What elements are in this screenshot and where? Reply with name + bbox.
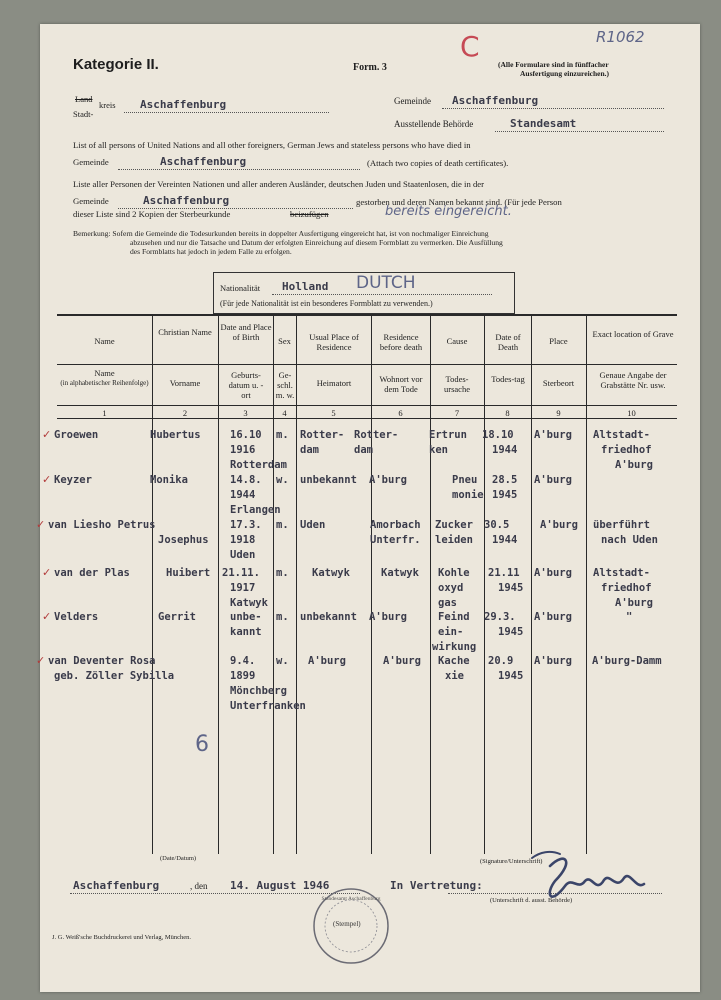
cell-birth-date: 14.8. bbox=[230, 474, 262, 486]
cell-grave-3: A'burg bbox=[615, 597, 653, 609]
cell-death-date: 28.5 bbox=[492, 474, 518, 486]
cell-sex: w. bbox=[276, 655, 289, 667]
cell-birth-date: 16.10 bbox=[230, 429, 262, 441]
col-header-date: Date of Death bbox=[495, 332, 521, 352]
cell-place: A'burg bbox=[534, 567, 572, 579]
table-numbers-rule bbox=[57, 418, 677, 419]
col-num-1: 1 bbox=[102, 408, 107, 418]
col-divider-7 bbox=[484, 314, 485, 854]
cell-wohnort-2: Unterfr. bbox=[370, 534, 421, 546]
cell-cause: Kohle bbox=[438, 567, 470, 579]
behoerde-dots bbox=[495, 131, 664, 132]
bemerkung-line-3: des Formblatts hat jedoch in jedem Falle zu erfolgen. bbox=[130, 247, 292, 256]
english-dots bbox=[118, 169, 360, 170]
cell-wohnort: Katwyk bbox=[381, 567, 419, 579]
col-divider-8 bbox=[531, 314, 532, 854]
bemerkung-line-1: Bemerkung: Sofern die Gemeinde die Todesurkunden bereits in doppelter Ausfertigung eingereicht hat, ist von nochmaliger Einreichung bbox=[73, 229, 489, 238]
signature-mark bbox=[520, 846, 660, 916]
kreis-dots bbox=[124, 112, 329, 113]
col-de-name-sub: (in alphabetischer Reihenfolge) bbox=[60, 379, 149, 387]
cell-death-year: 1945 bbox=[492, 489, 518, 501]
col-divider-4 bbox=[296, 314, 297, 854]
cell-grave-2: friedhof bbox=[601, 582, 652, 594]
col-header-name: Name bbox=[94, 336, 115, 346]
col-num-3: 3 bbox=[243, 408, 248, 418]
attach-note: (Attach two copies of death certificates). bbox=[367, 158, 509, 168]
cell-death-date: 18.10 bbox=[482, 429, 514, 441]
cell-grave: Altstadt- bbox=[593, 429, 650, 441]
col-num-2: 2 bbox=[182, 408, 188, 418]
check-mark-icon: ✓ bbox=[42, 473, 52, 486]
german-line-3: dieser Liste sind 2 Kopien der Sterbeurkunde bbox=[73, 209, 231, 219]
footer-place: Aschaffenburg bbox=[73, 879, 160, 892]
copies-note-1: (Alle Formulare sind in fünffacher bbox=[498, 60, 609, 69]
cell-sex: m. bbox=[276, 567, 289, 579]
cell-birth-place: Katwyk bbox=[230, 597, 268, 609]
cell-wohnort: A'burg bbox=[369, 611, 407, 623]
cell-birth-year: 1918 bbox=[230, 534, 256, 546]
cell-grave: Altstadt- bbox=[593, 567, 650, 579]
kreis-label: kreis bbox=[99, 100, 116, 110]
col-num-8: 8 bbox=[505, 408, 510, 418]
check-mark-icon: ✓ bbox=[42, 610, 52, 623]
cell-cause-2: oxyd bbox=[438, 582, 464, 594]
col-divider-9 bbox=[586, 314, 587, 854]
english-gemeinde-label: Gemeinde bbox=[73, 157, 109, 167]
cell-place: A'burg bbox=[540, 519, 578, 531]
cell-birth-2: kannt bbox=[230, 626, 262, 638]
english-line-1: List of all persons of United Nations and all other foreigners, German Jews and stateless persons who have died in bbox=[73, 140, 471, 150]
cell-death-date: 20.9 bbox=[488, 655, 514, 667]
col-de-todestag: Todes-tag bbox=[491, 374, 525, 384]
col-num-10: 10 bbox=[627, 408, 636, 418]
german-gemeinde-label: Gemeinde bbox=[73, 196, 109, 206]
unterschrift-caption: (Unterschrift d. ausst. Behörde) bbox=[490, 897, 573, 904]
col-divider-1 bbox=[152, 314, 153, 854]
table-subheader-rule bbox=[57, 405, 677, 406]
cell-birth-date: 21.11. bbox=[222, 567, 260, 579]
col-de-grabstaette: Genaue Angabe der Grabstätte Nr. usw. bbox=[599, 370, 667, 390]
cell-name: van Liesho Petrus bbox=[48, 519, 156, 531]
archive-number: R1062 bbox=[596, 28, 645, 46]
cell-death-year: 1944 bbox=[492, 444, 518, 456]
cell-vorname: Josephus bbox=[158, 534, 209, 546]
footer-date: 14. August 1946 bbox=[230, 879, 330, 892]
col-num-9: 9 bbox=[556, 408, 561, 418]
cell-death-date: 30.5 bbox=[484, 519, 510, 531]
nationality-typed: Holland bbox=[282, 280, 329, 293]
cell-cause-3: gas bbox=[438, 597, 457, 609]
stamp-caption: (Stempel) bbox=[333, 920, 361, 928]
col-header-cause: Cause bbox=[446, 336, 468, 346]
cell-birth-place: Erlangen bbox=[230, 504, 281, 516]
check-mark-icon: ✓ bbox=[42, 566, 52, 579]
col-de-vorname: Vorname bbox=[169, 378, 201, 388]
copies-note-2: Ausfertigung einzureichen.) bbox=[520, 69, 610, 78]
cell-birth-region: Unterfranken bbox=[230, 700, 306, 712]
german-line-2-rest: gestorben und deren Namen bekannt sind. (Für jede Person bbox=[356, 197, 562, 207]
cell-death-date: 29.3. bbox=[484, 611, 516, 623]
col-header-residence: Residence before death bbox=[379, 332, 423, 352]
check-mark-icon: ✓ bbox=[42, 428, 52, 441]
cell-cause-2: monie bbox=[452, 489, 484, 501]
behoerde-label: Ausstellende Behörde bbox=[394, 119, 474, 129]
cell-birth-place: Rotterdam bbox=[230, 459, 287, 471]
cell-place: A'burg bbox=[534, 474, 572, 486]
check-mark-icon: ✓ bbox=[36, 518, 46, 531]
struck-word: beizufügen bbox=[290, 209, 329, 219]
cell-birth-date: 9.4. bbox=[230, 655, 256, 667]
cell-cause-3: wirkung bbox=[432, 641, 477, 653]
gemeinde-dots bbox=[442, 108, 664, 109]
cell-place: A'burg bbox=[534, 655, 572, 667]
cell-death-date: 21.11 bbox=[488, 567, 520, 579]
col-num-7: 7 bbox=[454, 408, 460, 418]
col-de-heimatort: Heimatort bbox=[316, 378, 352, 388]
kreis-value: Aschaffenburg bbox=[140, 98, 227, 111]
cell-cause-2: xie bbox=[445, 670, 464, 682]
cell-cause-2: leiden bbox=[435, 534, 473, 546]
col-header-sex: Sex bbox=[278, 336, 291, 346]
col-num-4: 4 bbox=[282, 408, 287, 418]
stamp-ring-text: Standesamt Aschaffenburg bbox=[321, 896, 381, 902]
cell-grave: A'burg-Damm bbox=[592, 655, 662, 667]
col-de-ursache: Todes-ursache bbox=[444, 374, 470, 394]
col-de-name: Name bbox=[94, 368, 115, 378]
col-de-wohnort: Wohnort vor dem Tode bbox=[379, 374, 423, 394]
cell-wohnort: Rotter- bbox=[354, 429, 399, 441]
cell-heimat: unbekannt bbox=[300, 474, 357, 486]
cell-cause: Kache bbox=[438, 655, 470, 667]
german-gemeinde-value: Aschaffenburg bbox=[143, 194, 230, 207]
cell-birth-year: 1899 bbox=[230, 670, 256, 682]
col-divider-6 bbox=[430, 314, 431, 854]
cell-cause: Feind bbox=[438, 611, 470, 623]
nationality-note: (Für jede Nationalität ist ein besonderes Formblatt zu verwenden.) bbox=[220, 299, 433, 308]
bemerkung-line-2: abzusehen und nur die Tatsache und Datum der erfolgten Einreichung auf diesem Formblatt zu vermerken. Die Ausfüllung bbox=[130, 238, 503, 247]
col-divider-3 bbox=[273, 314, 274, 854]
document-page bbox=[36, 24, 700, 992]
cell-birth-date: 17.3. bbox=[230, 519, 262, 531]
cell-grave-2: nach Uden bbox=[601, 534, 658, 546]
cell-cause-2: ein- bbox=[438, 626, 464, 638]
nationality-box bbox=[213, 272, 515, 314]
nationality-label: Nationalität bbox=[220, 283, 261, 293]
cell-death-year: 1945 bbox=[498, 582, 524, 594]
printer-imprint: J. G. Weiß'sche Buchdruckerei und Verlag, München. bbox=[52, 934, 192, 941]
cell-sex: m. bbox=[276, 429, 289, 441]
cell-birth-year: 1916 bbox=[230, 444, 256, 456]
col-num-6: 6 bbox=[398, 408, 403, 418]
col-header-birth: Date and Place of Birth bbox=[220, 322, 272, 342]
stadt-label: Stadt- bbox=[73, 109, 94, 119]
german-line-1: Liste aller Personen der Vereinten Nationen und aller anderen Ausländer, deutschen Juden und Staatenlosen, die in der bbox=[73, 179, 485, 189]
col-de-geschlecht: Ge-schl. m. w. bbox=[275, 370, 295, 400]
col-header-grave: Exact location of Grave bbox=[592, 329, 674, 339]
cell-death-year: 1945 bbox=[498, 670, 524, 682]
nationality-dots bbox=[272, 294, 492, 295]
table-header-rule bbox=[57, 364, 677, 365]
red-mark: C bbox=[460, 30, 480, 63]
col-num-5: 5 bbox=[331, 408, 336, 418]
gemeinde-label: Gemeinde bbox=[394, 96, 431, 106]
signature-caption: (Signature/Unterschrift) bbox=[480, 858, 543, 865]
official-stamp bbox=[311, 886, 391, 966]
behoerde-value: Standesamt bbox=[510, 117, 577, 130]
form-number: Form. 3 bbox=[353, 62, 387, 73]
cell-cause: Ertrun bbox=[429, 429, 467, 441]
cell-vorname: Hubertus bbox=[150, 429, 201, 441]
cell-grave-3: A'burg bbox=[615, 459, 653, 471]
cell-place: A'burg bbox=[534, 611, 572, 623]
cell-birth-1: unbe- bbox=[230, 611, 262, 623]
cell-grave-2: friedhof bbox=[601, 444, 652, 456]
cell-heimat: unbekannt bbox=[300, 611, 357, 623]
cell-death-year: 1944 bbox=[492, 534, 518, 546]
col-de-sterbeort: Sterbeort bbox=[542, 378, 575, 388]
cell-wohnort-2: dam bbox=[354, 444, 373, 456]
check-mark-icon: ✓ bbox=[36, 654, 46, 667]
cell-wohnort: A'burg bbox=[369, 474, 407, 486]
cell-vorname: Monika bbox=[150, 474, 188, 486]
cell-name: van Deventer Rosa bbox=[48, 655, 156, 667]
cell-heimat: A'burg bbox=[308, 655, 346, 667]
gemeinde-value: Aschaffenburg bbox=[452, 94, 539, 107]
handwritten-count: 6 bbox=[195, 732, 209, 757]
col-divider-5 bbox=[371, 314, 372, 854]
cell-heimat: Katwyk bbox=[312, 567, 350, 579]
kategorie-title: Kategorie II. bbox=[73, 56, 159, 73]
cell-wohnort: A'burg bbox=[383, 655, 421, 667]
col-header-place: Place bbox=[549, 336, 568, 346]
cell-cause: Pneu bbox=[452, 474, 478, 486]
col-de-geburt: Geburts-datum u. -ort bbox=[228, 370, 264, 400]
table-top-rule bbox=[57, 314, 677, 316]
cell-heimat: Uden bbox=[300, 519, 326, 531]
cell-birth-place: Uden bbox=[230, 549, 256, 561]
cell-vorname: Huibert bbox=[166, 567, 211, 579]
land-label: Land bbox=[75, 94, 93, 104]
col-divider-2 bbox=[218, 314, 219, 854]
handwritten-note: bereits eingereicht. bbox=[385, 204, 512, 219]
date-caption: (Date/Datum) bbox=[160, 855, 197, 862]
cell-place: A'burg bbox=[534, 429, 572, 441]
cell-death-year: 1945 bbox=[498, 626, 524, 638]
cell-cause-2: ken bbox=[429, 444, 448, 456]
cell-vorname: geb. Zöller Sybilla bbox=[54, 670, 175, 682]
cell-birth-place: Mönchberg bbox=[230, 685, 287, 697]
cell-heimat: Rotter- bbox=[300, 429, 345, 441]
cell-birth-year: 1917 bbox=[230, 582, 256, 594]
cell-cause: Zucker bbox=[435, 519, 473, 531]
cell-wohnort: Amorbach bbox=[370, 519, 421, 531]
footer-vertretung: In Vertretung: bbox=[390, 879, 483, 892]
col-header-christian: Christian Name bbox=[158, 327, 212, 337]
cell-name: Groewen bbox=[54, 429, 99, 441]
nationality-handwritten: DUTCH bbox=[356, 273, 416, 293]
cell-sex: w. bbox=[276, 474, 289, 486]
english-gemeinde-value: Aschaffenburg bbox=[160, 155, 247, 168]
cell-heimat-2: dam bbox=[300, 444, 319, 456]
cell-name: van der Plas bbox=[54, 567, 130, 579]
cell-grave: überführt bbox=[593, 519, 650, 531]
cell-name: Keyzer bbox=[54, 474, 92, 486]
cell-vorname: Gerrit bbox=[158, 611, 196, 623]
cell-name: Velders bbox=[54, 611, 99, 623]
footer-den: , den bbox=[190, 881, 208, 891]
cell-grave: " bbox=[626, 611, 633, 623]
cell-sex: m. bbox=[276, 611, 289, 623]
cell-birth-year: 1944 bbox=[230, 489, 256, 501]
cell-sex: m. bbox=[276, 519, 289, 531]
col-header-usual: Usual Place of Residence bbox=[309, 332, 359, 352]
